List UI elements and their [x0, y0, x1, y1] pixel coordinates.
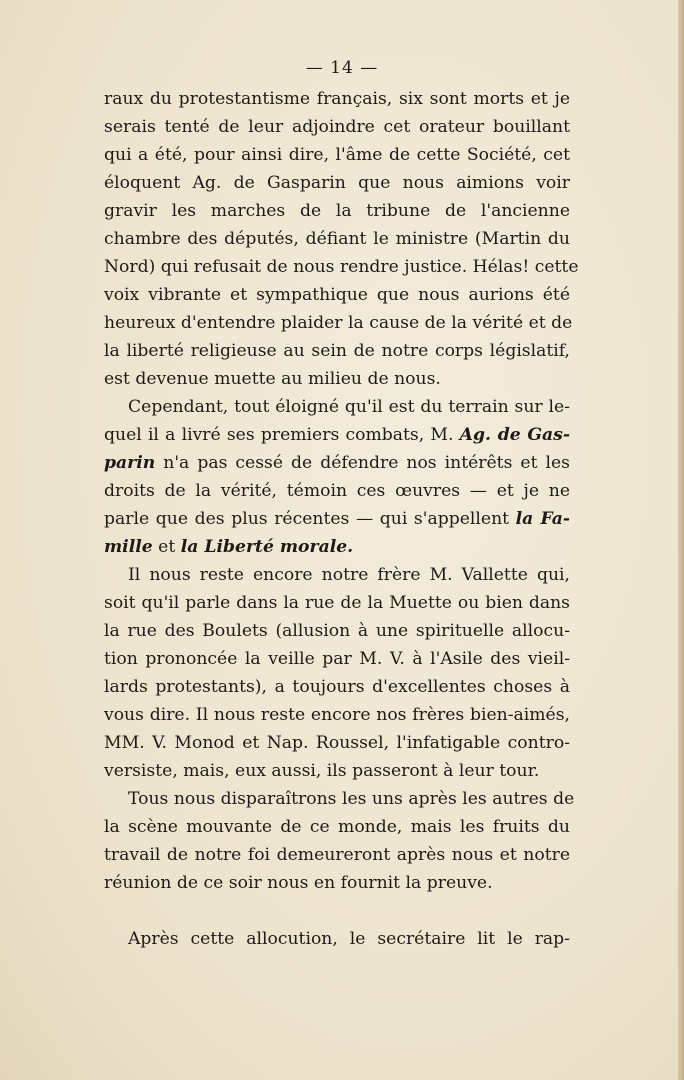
- page-number: — 14 —: [305, 58, 379, 78]
- text-line: MM. V. Monod et Nap. Roussel, l'infatigable contro-: [104, 733, 570, 753]
- text-line: Nord) qui refusait de nous rendre justice. Hélas! cette: [104, 257, 579, 277]
- paragraph-3: [104, 561, 570, 785]
- text-segment: n'a pas cessé de défendre nos intérêts et les: [155, 453, 570, 473]
- text-line: la scène mouvante de ce monde, mais les fruits du: [104, 817, 570, 837]
- text-segment: et: [152, 537, 181, 557]
- italic-title: la Fa-: [515, 509, 570, 529]
- italic-name: parin: [104, 453, 156, 473]
- text-line: la liberté religieuse au sein de notre corps législatif,: [104, 341, 570, 361]
- text-segment: parle que des plus récentes — qui s'appellent: [104, 509, 516, 529]
- text-line: [104, 533, 570, 561]
- text-line: soit qu'il parle dans la rue de la Muette ou bien dans: [104, 593, 570, 613]
- text-line: [104, 421, 570, 449]
- text-line: Tous nous disparaîtrons les uns après les autres de: [128, 789, 575, 809]
- text-line: est devenue muette au milieu de nous.: [104, 369, 441, 389]
- text-line: heureux d'entendre plaider la cause de la vérité et de: [104, 313, 573, 333]
- text-line: [104, 449, 570, 477]
- text-line: vous dire. Il nous reste encore nos frères bien-aimés,: [104, 705, 570, 725]
- text-line: versiste, mais, eux aussi, ils passeront à leur tour.: [104, 761, 540, 781]
- text-line: gravir les marches de la tribune de l'ancienne: [104, 201, 570, 221]
- italic-title: mille: [104, 537, 153, 557]
- text-line: raux du protestantisme français, six sont morts et je: [104, 89, 570, 109]
- italic-title: la Liberté morale.: [180, 537, 354, 557]
- paragraph-gap: [104, 897, 570, 925]
- italic-name: Ag. de Gas-: [459, 425, 570, 445]
- page-edge: [678, 0, 684, 1080]
- text-line: Il nous reste encore notre frère M. Vallette qui,: [128, 565, 570, 585]
- body-text: [104, 85, 579, 953]
- paragraph-2: [104, 393, 570, 561]
- text-line: éloquent Ag. de Gasparin que nous aimions voir: [104, 173, 570, 193]
- text-line: travail de notre foi demeureront après nous et notre: [104, 845, 570, 865]
- text-line: réunion de ce soir nous en fournit la preuve.: [104, 873, 493, 893]
- text-line: lards protestants), a toujours d'excellentes choses à: [104, 677, 570, 697]
- text-line: Cependant, tout éloigné qu'il est du terrain sur le-: [128, 397, 570, 417]
- text-line: [104, 505, 570, 533]
- text-line: voix vibrante et sympathique que nous aurions été: [104, 285, 570, 305]
- paragraph-4: [104, 785, 575, 897]
- text-line: qui a été, pour ainsi dire, l'âme de cette Société, cet: [104, 145, 570, 165]
- text-segment: quel il a livré ses premiers combats, M.: [104, 425, 460, 445]
- text-line: Après cette allocution, le secrétaire lit le rap-: [128, 929, 570, 949]
- text-line: droits de la vérité, témoin ces œuvres — et je ne: [104, 481, 570, 501]
- text-line: chambre des députés, défiant le ministre (Martin du: [104, 229, 570, 249]
- text-line: la rue des Boulets (allusion à une spirituelle allocu-: [104, 621, 570, 641]
- text-line: serais tenté de leur adjoindre cet orateur bouillant: [104, 117, 570, 137]
- paragraph-5: [104, 925, 570, 953]
- text-line: tion prononcée la veille par M. V. à l'Asile des vieil-: [104, 649, 570, 669]
- paragraph-1: [104, 85, 579, 393]
